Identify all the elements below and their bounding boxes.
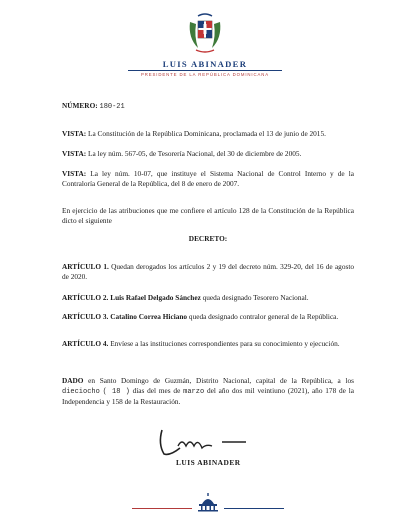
day-words: dieciocho	[62, 387, 100, 396]
header-divider	[128, 70, 282, 71]
preamble: En ejercicio de las atribuciones que me confiere el artículo 128 de la Constitución de la República dicto el siguiente	[62, 206, 354, 225]
footer-rule-right	[224, 508, 284, 509]
signer-name: LUIS ABINADER	[176, 458, 241, 467]
decree-number	[62, 101, 354, 113]
article-label: ARTÍCULO 2.	[62, 293, 109, 302]
header-name: LUIS ABINADER	[162, 59, 248, 69]
dado-text: del año dos mil veintiuno (2021), año 178 de la Independencia y 158 de la Restauración.	[62, 385, 354, 407]
article-designee: Luis Rafael Delgado Sánchez	[108, 293, 201, 302]
article-1	[62, 262, 354, 281]
article-3	[62, 312, 354, 322]
article-label: ARTÍCULO 4.	[62, 339, 109, 348]
dado-paragraph	[62, 376, 354, 407]
article-text: Quedan derogados los artículos 2 y 19 del decreto núm. 329-20, del 16 de agosto de 2020.	[62, 262, 354, 281]
vista-2	[62, 149, 354, 159]
month-handwritten: marzo	[183, 387, 205, 396]
numero-value: 180-21	[99, 103, 125, 111]
article-4	[62, 339, 354, 349]
numero-label: NÚMERO:	[62, 101, 98, 110]
vista-text: La ley núm. 10-07, que instituye el Sistema Nacional de Control Interno y de la Contraloría General de la República, del 8 de enero de 2007.	[62, 169, 354, 188]
dado-text: días del mes de	[129, 385, 184, 395]
signature-icon	[154, 424, 254, 458]
header-subtitle: PRESIDENTE DE LA REPÚBLICA DOMINICANA	[140, 72, 270, 77]
vista-text: La Constitución de la República Dominicana, proclamada el 13 de junio de 2015.	[86, 129, 326, 138]
dado-label: DADO	[62, 376, 84, 385]
article-text: Envíese a las instituciones correspondientes para su conocimiento y ejecución.	[108, 339, 340, 348]
palace-dome-icon	[196, 492, 220, 512]
vista-label: VISTA:	[62, 149, 87, 158]
vista-label: VISTA:	[62, 169, 87, 178]
article-label: ARTÍCULO 1.	[62, 262, 109, 271]
dado-text: en Santo Domingo de Guzmán, Distrito Nacional, capital de la República, a los	[83, 376, 354, 385]
coat-of-arms-icon	[186, 12, 224, 54]
vista-label: VISTA:	[62, 129, 87, 138]
day-number: ( 18 )	[102, 387, 130, 396]
article-label: ARTÍCULO 3.	[62, 312, 109, 321]
vista-1	[62, 129, 354, 139]
article-text: queda designado Tesorero Nacional.	[200, 293, 309, 302]
article-designee: Catalino Correa Hiciano	[108, 312, 188, 321]
vista-3	[62, 169, 354, 188]
article-2	[62, 293, 354, 303]
footer-rule-left	[132, 508, 192, 509]
article-text: queda designado contralor general de la República.	[187, 312, 339, 321]
vista-text: La ley núm. 567-05, de Tesorería Nacional, del 30 de diciembre de 2005.	[86, 149, 302, 158]
decreto-title: DECRETO:	[188, 234, 228, 243]
